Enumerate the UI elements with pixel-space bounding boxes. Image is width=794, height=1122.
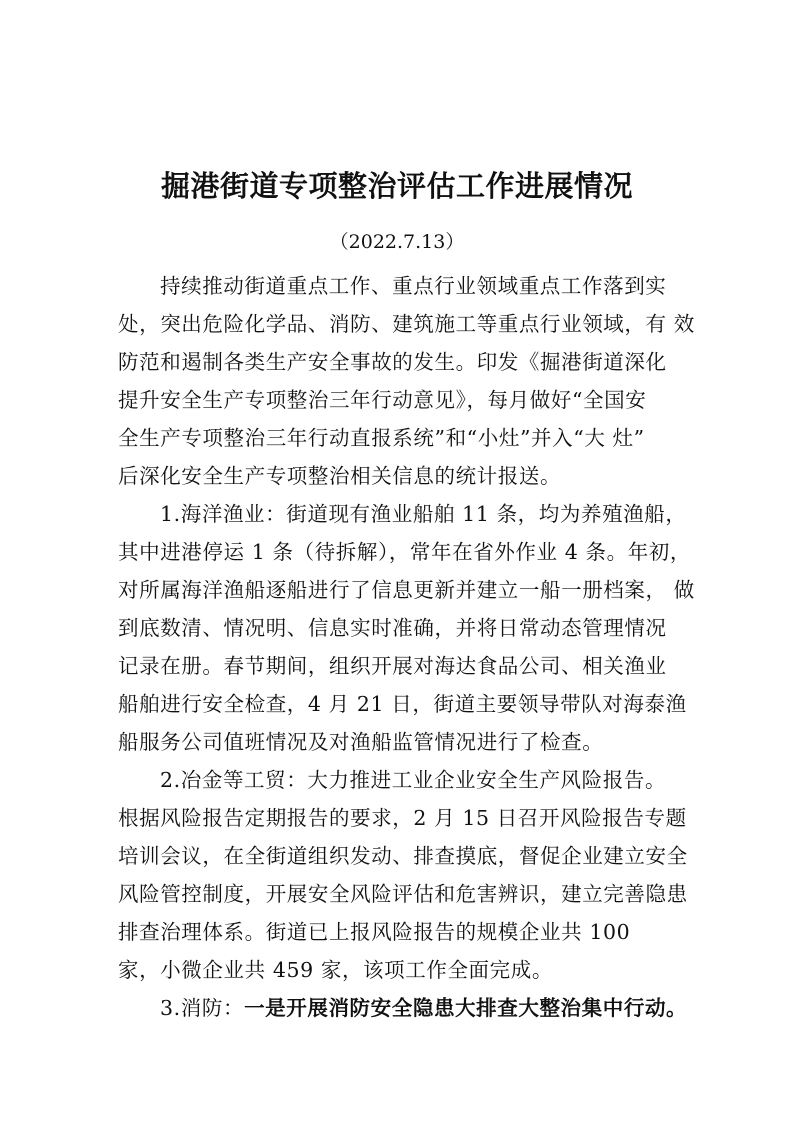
paragraph-line: 风险管控制度，开展安全风险评估和危害辨识，建立完善隐患 [118,882,688,906]
paragraph-line: 2.冶金等工贸：大力推进工业企业安全生产风险报告。 [160,768,667,792]
document-date: （2022.7.13） [329,231,465,253]
paragraph-line: 其中进港停运 1 条（待拆解），常年在省外作业 4 条。年初， [118,540,691,564]
paragraph-line: 1.海洋渔业：街道现有渔业船舶 11 条，均为养殖渔船， [160,502,687,526]
paragraph-line: 记录在册。春节期间，组织开展对海达食品公司、相关渔业 [118,654,667,678]
paragraph-line: 船服务公司值班情况及对渔船监管情况进行了检查。 [118,730,604,754]
paragraph-line: 船舶进行安全检查，4 月 21 日，街道主要领导带队对海泰渔 [118,692,687,716]
paragraph-line: 对所属海洋渔船逐船进行了信息更新并建立一船一册档案， 做 [118,578,695,602]
paragraph-line: 持续推动街道重点工作、重点行业领域重点工作落到实 [160,274,667,298]
paragraph-line: 到底数清、情况明、信息实时准确，并将日常动态管理情况 [118,616,667,640]
paragraph-line: 后深化安全生产专项整治相关信息的统计报送。 [118,464,562,488]
paragraph-line: 家，小微企业共 459 家，该项工作全面完成。 [118,958,553,982]
paragraph-line: 提升安全生产专项整治三年行动意见》，每月做好“全国安 [118,388,647,412]
section-label: 3.消防： [160,996,245,1020]
paragraph-line: 排查治理体系。街道已上报风险报告的规模企业共 100 [118,920,631,944]
paragraph-line: 全生产专项整治三年行动直报系统”和“小灶”并入“大 灶” [118,426,645,450]
emphasis-text: 一是开展消防安全隐患大排查大整治集中行动。 [244,996,688,1020]
document-title: 掘港街道专项整治评估工作进展情况 [160,169,633,203]
paragraph-line: 防范和遏制各类生产安全事故的发生。印发《掘港街道深化 [118,350,667,374]
paragraph-line: 处，突出危险化学品、消防、建筑施工等重点行业领域，有 效 [118,312,695,336]
paragraph-line-last [160,993,687,1023]
paragraph-line: 培训会议，在全街道组织发动、排查摸底，督促企业建立安全 [118,844,688,868]
paragraph-line: 根据风险报告定期报告的要求，2 月 15 日召开风险报告专题 [118,806,687,830]
